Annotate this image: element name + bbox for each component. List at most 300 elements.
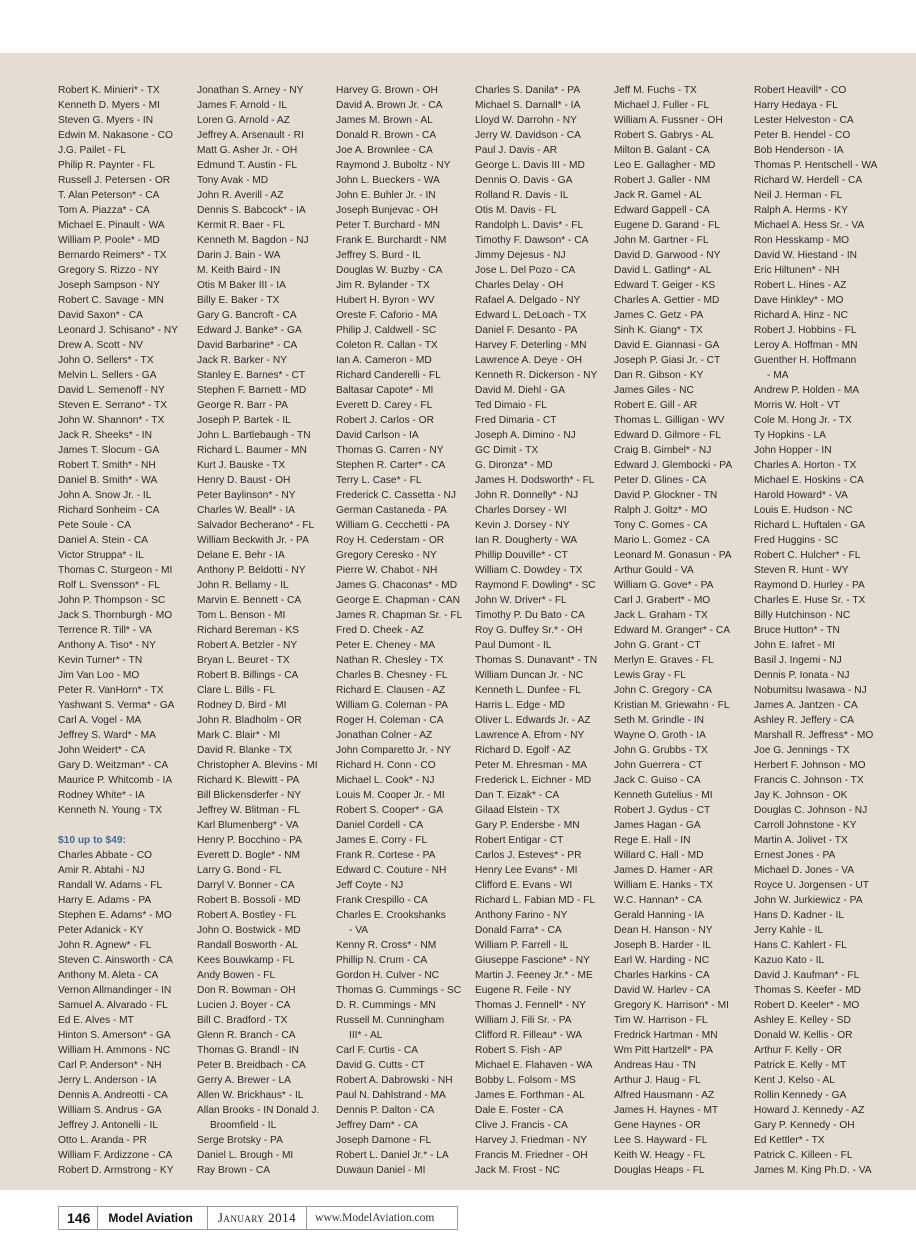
donor-entry: Pete Soule - CA: [58, 520, 132, 531]
spacer: [58, 818, 194, 833]
donor-entry: Clive J. Francis - CA: [475, 1120, 568, 1131]
donor-entry: Jerry W. Davidson - CA: [475, 130, 581, 141]
donor-entry: Steven C. Ainsworth - CA: [58, 955, 173, 966]
donor-entry: James G. Chaconas* - MD: [336, 580, 458, 591]
donor-entry: Robert J. Carlos - OR: [336, 415, 434, 426]
donor-entry: Henry P. Bocchino - PA: [197, 835, 302, 846]
donor-entry: GC Dimit - TX: [475, 445, 539, 456]
donor-entry: Roy G. Duffey Sr.* - OH: [475, 625, 583, 636]
donor-entry: Richard Canderelli - FL: [336, 370, 441, 381]
donor-entry: Michael D. Jones - VA: [754, 865, 855, 876]
donor-entry: Richard A. Hinz - NC: [754, 310, 848, 321]
donor-entry: Russell J. Petersen - OR: [58, 175, 171, 186]
donor-entry: George L. Davis III - MD: [475, 160, 585, 171]
donor-entry: Jack C. Guiso - CA: [614, 775, 701, 786]
donor-entry: John E. Iafret - MI: [754, 640, 835, 651]
donor-entry: Jack M. Frost - NC: [475, 1165, 560, 1176]
donor-entry: David Carlson - IA: [336, 430, 419, 441]
donor-entry: G. Dironza* - MD: [475, 460, 553, 471]
donor-entry: Ron Hesskamp - MO: [754, 235, 850, 246]
donor-entry: Randall W. Adams - FL: [58, 880, 163, 891]
donor-entry: Oliver L. Edwards Jr. - AZ: [475, 715, 591, 726]
donor-entry: Leonard J. Schisano* - NY: [58, 325, 179, 336]
donor-entry: Joseph Damone - FL: [336, 1135, 432, 1146]
donor-entry: Willard C. Hall - MD: [614, 850, 704, 861]
donor-entry: Tom L. Benson - MI: [197, 610, 286, 621]
donor-entry: Craig B. Gimbel* - NJ: [614, 445, 712, 456]
donor-entry: Rollin Kennedy - GA: [754, 1090, 847, 1101]
donor-entry: David G. Cutts - CT: [336, 1060, 425, 1071]
donor-entry: Jeffrey Dam* - CA: [336, 1120, 418, 1131]
donor-entry: Gene Haynes - OR: [614, 1120, 701, 1131]
donor-column-6: [754, 83, 890, 1178]
donor-entry: Kermit R. Baer - FL: [197, 220, 285, 231]
donor-entry: Christopher A. Blevins - MI: [197, 760, 318, 771]
donor-entry: Ian A. Cameron - MD: [336, 355, 432, 366]
donor-entry: Patrick C. Killeen - FL: [754, 1150, 853, 1161]
donor-entry: Salvador Becherano* - FL: [197, 520, 315, 531]
donor-entry: Robert D. Keeler* - MO: [754, 1000, 860, 1011]
donor-column-4: [475, 83, 611, 1178]
donor-entry: Charles S. Danila* - PA: [475, 85, 581, 96]
donor-entry: Neil J. Herman - FL: [754, 190, 843, 201]
donor-entry: Edward J. Glembocki - PA: [614, 460, 733, 471]
donor-entry: John Comparetto Jr. - NY: [336, 745, 451, 756]
issue-date: January 2014: [207, 1207, 306, 1229]
donor-entry: John W. Driver* - FL: [475, 595, 567, 606]
website-link[interactable]: www.ModelAviation.com: [306, 1207, 442, 1229]
donor-entry: John W. Shannon* - TX: [58, 415, 165, 426]
donor-entry: Richard L. Baumer - MN: [197, 445, 307, 456]
donor-entry: Leonard M. Gonasun - PA: [614, 550, 732, 561]
donor-entry: William J. Fili Sr. - PA: [475, 1015, 572, 1026]
donor-entry: Phillip N. Crum - CA: [336, 955, 428, 966]
donor-entry: Philip J. Caldwell - SC: [336, 325, 437, 336]
donor-entry: Glenn R. Branch - CA: [197, 1030, 296, 1041]
donor-entry: Richard L. Huftalen - GA: [754, 520, 865, 531]
donor-entry: J.G. Pailet - FL: [58, 145, 126, 156]
donor-entry: Carl F. Curtis - CA: [336, 1045, 419, 1056]
donor-entry: David W. Harlev - CA: [614, 985, 711, 996]
donor-entry: Eric Hiltunen* - NH: [754, 265, 840, 276]
donor-entry: Daniel B. Smith* - WA: [58, 475, 158, 486]
donor-entry: Wm Pitt Hartzell* - PA: [614, 1045, 713, 1056]
donor-entry: David M. Diehl - GA: [475, 385, 566, 396]
donor-entry: Otis M. Davis - FL: [475, 205, 557, 216]
donor-entry: Paul J. Davis - AR: [475, 145, 558, 156]
donor-entry: Stanley E. Barnes* - CT: [197, 370, 306, 381]
donor-entry: Raymond F. Dowling* - SC: [475, 580, 596, 591]
donor-entry: Thomas S. Keefer - MD: [754, 985, 861, 996]
donor-entry: Tony C. Gomes - CA: [614, 520, 708, 531]
donor-entry: Peter E. Cheney - MA: [336, 640, 436, 651]
donor-entry: Marshall R. Jeffress* - MO: [754, 730, 874, 741]
donor-entry: James M. Brown - AL: [336, 115, 433, 126]
donor-entry: Kristian M. Griewahn - FL: [614, 700, 730, 711]
donor-entry: Keith W. Heagy - FL: [614, 1150, 706, 1161]
donor-entry: Bobby L. Folsom - MS: [475, 1075, 576, 1086]
donor-entry: James H. Dodsworth* - FL: [475, 475, 595, 486]
donor-entry: Royce U. Jorgensen - UT: [754, 880, 869, 891]
donor-entry: Richard E. Clausen - AZ: [336, 685, 446, 696]
donor-entry: Hans C. Kahlert - FL: [754, 940, 847, 951]
donor-entry: David J. Kaufman* - FL: [754, 970, 860, 981]
donor-entry: Andreas Hau - TN: [614, 1060, 696, 1071]
donor-entry: Ray Brown - CA: [197, 1165, 271, 1176]
donor-entry: Giuseppe Fascione* - NY: [475, 955, 590, 966]
donor-entry: Thomas C. Sturgeon - MI: [58, 565, 173, 576]
donor-entry: John R. Donnelly* - NJ: [475, 490, 579, 501]
donor-entry: Rodney White* - IA: [58, 790, 145, 801]
donor-entry: Michael E. Pinault - WA: [58, 220, 165, 231]
donor-entry: Kevin J. Dorsey - NY: [475, 520, 570, 531]
donor-column-1: [58, 83, 194, 1178]
donor-entry: Peter T. Burchard - MN: [336, 220, 440, 231]
donor-entry: Baltasar Capote* - MI: [336, 385, 434, 396]
donor-column-3: [336, 83, 472, 1178]
donor-entry: Rege E. Hall - IN: [614, 835, 691, 846]
donor-entry: Dennis S. Babcock* - IA: [197, 205, 306, 216]
donor-entry: Kenneth R. Dickerson - NY: [475, 370, 598, 381]
donor-entry: Robert J. Hobbins - FL: [754, 325, 857, 336]
donor-entry: Gary P. Endersbe - MN: [475, 820, 580, 831]
donor-entry: William H. Ammons - NC: [58, 1045, 171, 1056]
donor-entry: Edmund T. Austin - FL: [197, 160, 298, 171]
donor-entry: Robert S. Fish - AP: [475, 1045, 563, 1056]
donor-entry: Frederick L. Eichner - MD: [475, 775, 592, 786]
donor-entry: Edward J. Banke* - GA: [197, 325, 302, 336]
donor-entry: James H. Haynes - MT: [614, 1105, 719, 1116]
donor-entry: Robert E. Gill - AR: [614, 400, 698, 411]
donor-entry: Kenneth Gutelius - MI: [614, 790, 713, 801]
donor-entry: Allen W. Brickhaus* - IL: [197, 1090, 304, 1101]
donor-entry: Jerry L. Anderson - IA: [58, 1075, 157, 1086]
donor-entry: T. Alan Peterson* - CA: [58, 190, 160, 201]
donor-entry: Darin J. Bain - WA: [197, 250, 281, 261]
donor-entry: Roger H. Coleman - CA: [336, 715, 444, 726]
donor-entry: Robert L. Hines - AZ: [754, 280, 847, 291]
donor-entry: - VA: [349, 925, 369, 936]
donor-entry: John R. Agnew* - FL: [58, 940, 152, 951]
donor-column-5: [614, 83, 750, 1178]
donor-entry: Kenneth D. Myers - MI: [58, 100, 160, 111]
donor-entry: Larry G. Bond - FL: [197, 865, 282, 876]
donor-entry: W.C. Hannan* - CA: [614, 895, 702, 906]
donor-entry: James E. Forthman - AL: [475, 1090, 585, 1101]
donor-entry: Edward M. Granger* - CA: [614, 625, 731, 636]
donor-entry: Michael E. Hoskins - CA: [754, 475, 864, 486]
donor-entry: Kevin Turner* - TN: [58, 655, 143, 666]
donor-entry: Harvey J. Friedman - NY: [475, 1135, 588, 1146]
donor-entry: Gerald Hanning - IA: [614, 910, 705, 921]
donor-entry: Jeffrey J. Antonelli - IL: [58, 1120, 159, 1131]
donor-entry: Edward Gappell - CA: [614, 205, 710, 216]
donor-entry: Edward C. Couture - NH: [336, 865, 447, 876]
donor-entry: Tom A. Piazza* - CA: [58, 205, 150, 216]
donor-entry: David Saxon* - CA: [58, 310, 143, 321]
donor-entry: Bill C. Bradford - TX: [197, 1015, 288, 1026]
donor-entry: Joseph P. Bartek - IL: [197, 415, 291, 426]
donor-entry: Frank R. Cortese - PA: [336, 850, 436, 861]
donor-entry: Dan T. Eizak* - CA: [475, 790, 560, 801]
donor-entry: David L. Semenoff - NY: [58, 385, 165, 396]
donor-entry: Jonathan S. Arney - NY: [197, 85, 304, 96]
donor-entry: Dennis O. Davis - GA: [475, 175, 573, 186]
donor-entry: Daniel A. Stein - CA: [58, 535, 149, 546]
donor-entry: Peter D. Glines - CA: [614, 475, 707, 486]
donor-entry: Charles A. Horton - TX: [754, 460, 857, 471]
donor-entry: Maurice P. Whitcomb - IA: [58, 775, 173, 786]
donor-entry: Howard J. Kennedy - AZ: [754, 1105, 865, 1116]
donor-entry: Steven G. Myers - IN: [58, 115, 154, 126]
donor-entry: Charles B. Chesney - FL: [336, 670, 448, 681]
donor-entry: David D. Garwood - NY: [614, 250, 721, 261]
donor-entry: David R. Blanke - TX: [197, 745, 292, 756]
donor-entry: William G. Cecchetti - PA: [336, 520, 450, 531]
donor-entry: Everett D. Carey - FL: [336, 400, 433, 411]
donor-entry: Darryl V. Bonner - CA: [197, 880, 295, 891]
donor-entry: Harvey F. Deterling - MN: [475, 340, 587, 351]
donor-entry: Russell M. Cunningham: [336, 1015, 445, 1026]
donor-entry: Joe A. Brownlee - CA: [336, 145, 433, 156]
donor-entry: Charles Dorsey - WI: [475, 505, 567, 516]
donor-entry: Terry L. Case* - FL: [336, 475, 422, 486]
donor-entry: William F. Ardizzone - CA: [58, 1150, 173, 1161]
donor-entry: Kenneth M. Bagdon - NJ: [197, 235, 309, 246]
donor-entry: Gerry A. Brewer - LA: [197, 1075, 291, 1086]
donor-entry: Kazuo Kato - IL: [754, 955, 825, 966]
donor-entry: John G. Grubbs - TX: [614, 745, 708, 756]
donor-entry: Everett D. Bogle* - NM: [197, 850, 301, 861]
donor-entry: James A. Jantzen - CA: [754, 700, 858, 711]
donor-entry: Kees Bouwkamp - FL: [197, 955, 295, 966]
donor-entry: Martin A. Jolivet - TX: [754, 835, 848, 846]
donor-entry: Bill Blickensderfer - NY: [197, 790, 302, 801]
donor-entry: Eugene D. Garand - FL: [614, 220, 720, 231]
donor-entry: Charles W. Beall* - IA: [197, 505, 295, 516]
donor-entry: Lawrence A. Efrom - NY: [475, 730, 585, 741]
donor-entry: Thomas P. Hentschell - WA: [754, 160, 878, 171]
donor-entry: Gordon H. Culver - NC: [336, 970, 440, 981]
donor-entry: Merlyn E. Graves - FL: [614, 655, 714, 666]
donor-entry: William Beckwith Jr. - PA: [197, 535, 309, 546]
donor-entry: Karl Blumenberg* - VA: [197, 820, 299, 831]
donor-entry: John O. Bostwick - MD: [197, 925, 301, 936]
donor-entry: Robert A. Bostley - FL: [197, 910, 297, 921]
donor-entry: Harry Hedaya - FL: [754, 100, 838, 111]
donor-entry: Drew A. Scott - NV: [58, 340, 143, 351]
donor-entry: John P. Thompson - SC: [58, 595, 166, 606]
donor-entry: Coleton R. Callan - TX: [336, 340, 438, 351]
donor-entry: III* - AL: [349, 1030, 383, 1041]
donor-entry: Dave Hinkley* - MO: [754, 295, 844, 306]
donor-entry: Andy Bowen - FL: [197, 970, 276, 981]
donor-entry: Robert Entigar - CT: [475, 835, 564, 846]
donor-entry: John R. Averill - AZ: [197, 190, 284, 201]
donor-entry: James Giles - NC: [614, 385, 694, 396]
donor-entry: Lucien J. Boyer - CA: [197, 1000, 291, 1011]
donor-entry: Lee S. Hayward - FL: [614, 1135, 708, 1146]
donor-entry: Guenther H. Hoffmann: [754, 355, 857, 366]
donor-entry: Carroll Johnstone - KY: [754, 820, 857, 831]
donor-entry: Robert A. Betzler - NY: [197, 640, 298, 651]
donor-entry: James R. Chapman Sr. - FL: [336, 610, 463, 621]
donor-entry: William Duncan Jr. - NC: [475, 670, 584, 681]
donor-entry: Frederick C. Cassetta - NJ: [336, 490, 457, 501]
donor-entry: David A. Brown Jr. - CA: [336, 100, 443, 111]
donor-entry: Bruce Hutton* - TN: [754, 625, 840, 636]
donor-entry: Charles E. Crookshanks: [336, 910, 446, 921]
donor-entry: Stephen F. Barnett - MD: [197, 385, 307, 396]
donor-entry: John G. Grant - CT: [614, 640, 701, 651]
donor-entry: Edwin M. Nakasone - CO: [58, 130, 173, 141]
donor-entry: Edward D. Gilmore - FL: [614, 430, 721, 441]
donor-entry: Anthony A. Tiso* - NY: [58, 640, 156, 651]
donor-entry: Douglas Heaps - FL: [614, 1165, 705, 1176]
donor-entry: Paul N. Dahlstrand - MA: [336, 1090, 446, 1101]
donor-entry: Lewis Gray - FL: [614, 670, 686, 681]
donor-entry: Jimmy Dejesus - NJ: [475, 250, 566, 261]
donor-entry: Serge Brotsky - PA: [197, 1135, 283, 1146]
donor-entry: Rodney D. Bird - MI: [197, 700, 287, 711]
donor-entry: Thomas L. Gilligan - WV: [614, 415, 725, 426]
donor-entry: Jack R. Gamel - AL: [614, 190, 702, 201]
donor-entry: Thomas J. Fennell* - NY: [475, 1000, 586, 1011]
donor-entry: Robert S. Cooper* - GA: [336, 805, 444, 816]
donor-entry: Clifford E. Evans - WI: [475, 880, 573, 891]
donor-entry: Jack L. Graham - TX: [614, 610, 708, 621]
donor-entry: Samuel A. Alvarado - FL: [58, 1000, 168, 1011]
donor-entry: Gregory K. Harrison* - MI: [614, 1000, 729, 1011]
donor-entry: John O. Sellers* - TX: [58, 355, 154, 366]
donor-entry: James D. Hamer - AR: [614, 865, 714, 876]
donor-entry: Robert T. Smith* - NH: [58, 460, 156, 471]
donor-entry: Robert Heavill* - CO: [754, 85, 847, 96]
donor-entry: Ty Hopkins - LA: [754, 430, 826, 441]
donor-entry: Hubert H. Byron - WV: [336, 295, 435, 306]
donor-entry: Herbert F. Johnson - MO: [754, 760, 866, 771]
donor-entry: Douglas C. Johnson - NJ: [754, 805, 868, 816]
donor-entry: Gilaad Elstein - TX: [475, 805, 560, 816]
donor-entry: Jeffrey W. Blitman - FL: [197, 805, 300, 816]
donor-entry: Henry D. Baust - OH: [197, 475, 291, 486]
donor-entry: Arthur Gould - VA: [614, 565, 694, 576]
donor-entry: Fred D. Cheek - AZ: [336, 625, 424, 636]
donor-entry: Dan R. Gibson - KY: [614, 370, 704, 381]
donor-entry: David E. Giannasi - GA: [614, 340, 720, 351]
donor-entry: George E. Chapman - CAN: [336, 595, 461, 606]
donor-entry: Otis M Baker III - IA: [197, 280, 286, 291]
donor-entry: Donald W. Kellis - OR: [754, 1030, 853, 1041]
donor-entry: Robert S. Gabrys - AL: [614, 130, 714, 141]
donor-entry: Peter M. Ehresman - MA: [475, 760, 588, 771]
donor-entry: Rafael A. Delgado - NY: [475, 295, 581, 306]
donor-entry: Lloyd W. Darrohn - NY: [475, 115, 577, 126]
donor-entry: John C. Gregory - CA: [614, 685, 712, 696]
donor-entry: Marvin E. Bennett - CA: [197, 595, 302, 606]
donor-entry: Steven E. Serrano* - TX: [58, 400, 168, 411]
donor-entry: Tim W. Harrison - FL: [614, 1015, 708, 1026]
donor-entry: Basil J. Ingemi - NJ: [754, 655, 842, 666]
donor-entry: Robert L. Daniel Jr.* - LA: [336, 1150, 449, 1161]
donor-entry: Lawrence A. Deye - OH: [475, 355, 583, 366]
donor-entry: Dennis P. Dalton - CA: [336, 1105, 435, 1116]
donor-entry: Ralph J. Goltz* - MO: [614, 505, 708, 516]
donor-entry: David P. Glockner - TN: [614, 490, 718, 501]
donor-entry: Victor Struppa* - IL: [58, 550, 144, 561]
donor-entry: Jerry Kahle - IL: [754, 925, 824, 936]
donor-list-panel: [0, 53, 916, 1190]
donor-entry: Lester Helveston - CA: [754, 115, 854, 126]
donor-entry: Cole M. Hong Jr. - TX: [754, 415, 852, 426]
donor-entry: Thomas S. Dunavant* - TN: [475, 655, 598, 666]
donor-entry: Carl A. Vogel - MA: [58, 715, 142, 726]
donor-entry: Richard H. Conn - CO: [336, 760, 436, 771]
donor-entry: M. Keith Baird - IN: [197, 265, 281, 276]
donor-entry: Pierre W. Chabot - NH: [336, 565, 438, 576]
donor-entry: Richard D. Egolf - AZ: [475, 745, 571, 756]
donor-entry: Arthur F. Kelly - OR: [754, 1045, 842, 1056]
donor-entry: Eugene R. Feile - NY: [475, 985, 572, 996]
donor-entry: Wayne O. Groth - IA: [614, 730, 706, 741]
donor-entry: Robert C. Savage - MN: [58, 295, 164, 306]
donor-entry: Joseph P. Giasi Jr. - CT: [614, 355, 721, 366]
page-number: 146: [67, 1210, 91, 1226]
donor-entry: Charles E. Huse Sr. - TX: [754, 595, 866, 606]
donor-entry: Gary P. Kennedy - OH: [754, 1120, 855, 1131]
donor-entry: German Castaneda - PA: [336, 505, 447, 516]
donor-entry: Richard Bereman - KS: [197, 625, 299, 636]
donor-entry: Phillip Douville* - CT: [475, 550, 568, 561]
donor-entry: Kent J. Kelso - AL: [754, 1075, 835, 1086]
donor-entry: Roy H. Cederstam - OR: [336, 535, 445, 546]
donor-entry: Edward L. DeLoach - TX: [475, 310, 587, 321]
donor-entry: Jeffrey A. Arsenault - RI: [197, 130, 304, 141]
donor-entry: Joe G. Jennings - TX: [754, 745, 850, 756]
donor-entry: Robert D. Armstrong - KY: [58, 1165, 174, 1176]
donor-entry: Ashley E. Kelley - SD: [754, 1015, 851, 1026]
donor-entry: Francis C. Johnson - TX: [754, 775, 864, 786]
donor-entry: Stephen R. Carter* - CA: [336, 460, 446, 471]
donor-entry: William C. Dowdey - TX: [475, 565, 583, 576]
donor-entry: Carlos J. Esteves* - PR: [475, 850, 582, 861]
donor-entry: Robert C. Hulcher* - FL: [754, 550, 861, 561]
donor-entry: Fred Dimaria - CT: [475, 415, 557, 426]
donor-entry: William G. Coleman - PA: [336, 700, 448, 711]
donor-entry: Andrew P. Holden - MA: [754, 385, 860, 396]
donor-entry: William P. Poole* - MD: [58, 235, 160, 246]
donor-entry: Ed E. Alves - MT: [58, 1015, 134, 1026]
donor-entry: Francis M. Friedner - OH: [475, 1150, 588, 1161]
donor-entry: Raymond D. Hurley - PA: [754, 580, 865, 591]
donor-entry: Otto L. Aranda - PR: [58, 1135, 147, 1146]
donor-entry: Vernon Allmandinger - IN: [58, 985, 172, 996]
donor-entry: Gregory S. Rizzo - NY: [58, 265, 159, 276]
donor-entry: Fred Huggins - SC: [754, 535, 839, 546]
donor-entry: D. R. Cummings - MN: [336, 1000, 436, 1011]
donor-entry: Don R. Bowman - OH: [197, 985, 296, 996]
donor-entry: Thomas G. Cummings - SC: [336, 985, 462, 996]
donor-entry: Clifford R. Filleau* - WA: [475, 1030, 582, 1041]
donor-entry: Richard W. Herdell - CA: [754, 175, 863, 186]
donor-entry: Robert J. Gydus - CT: [614, 805, 711, 816]
donor-entry: Sinh K. Giang* - TX: [614, 325, 703, 336]
donor-entry: Paul Dumont - IL: [475, 640, 552, 651]
donor-entry: Gregory Ceresko - NY: [336, 550, 437, 561]
donor-entry: Daniel L. Brough - MI: [197, 1150, 294, 1161]
donor-entry: Charles Harkins - CA: [614, 970, 710, 981]
donor-entry: Bob Henderson - IA: [754, 145, 844, 156]
